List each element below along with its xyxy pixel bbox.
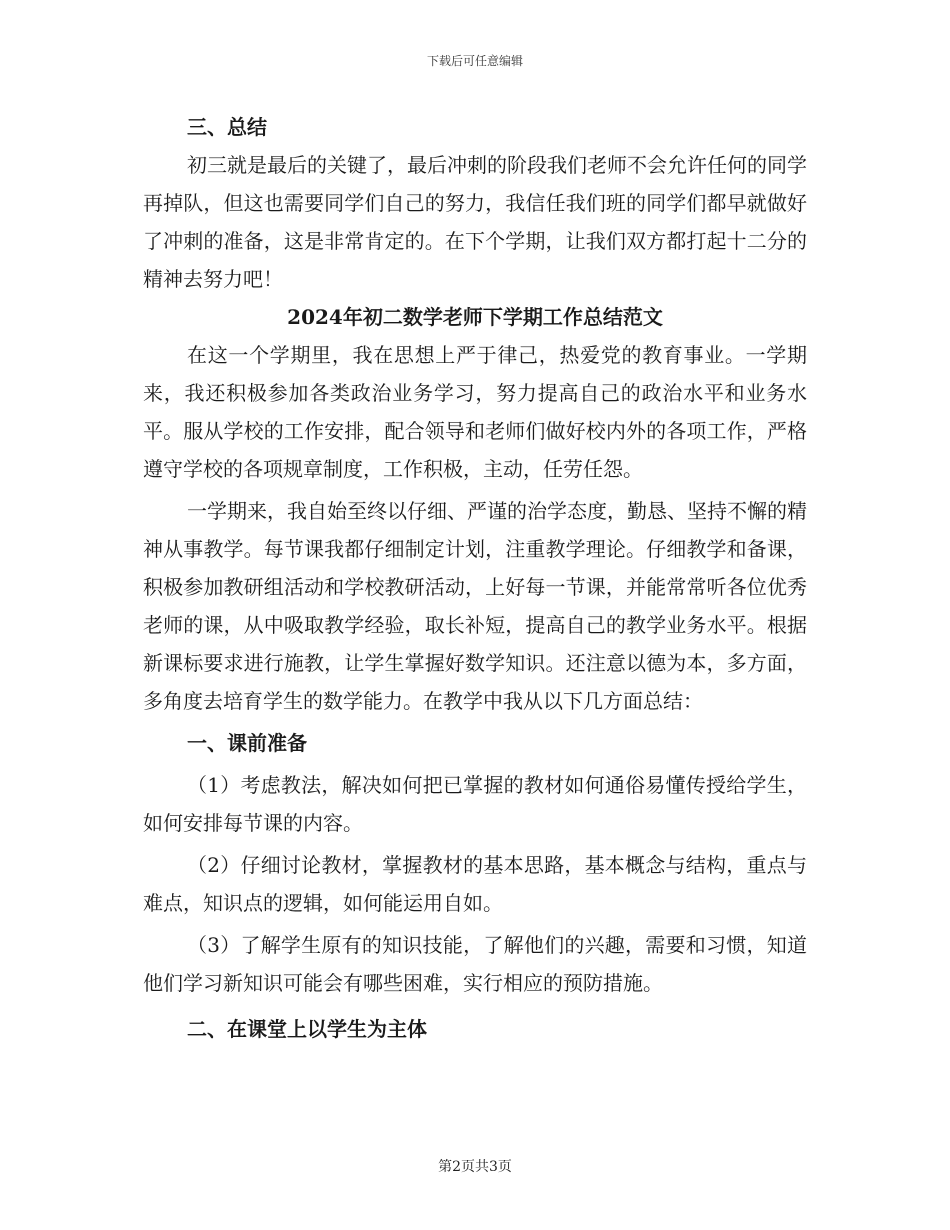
summary-paragraph: 初三就是最后的关键了，最后冲刺的阶段我们老师不会允许任何的同学再掉队，但这也需要同学们自己的努力，我信任我们班的同学们都早就做好了冲刺的准备，这是非常肯定的。在下个学期，让我们双方都打起十二分的精神去努力吧！ xyxy=(143,153,807,291)
section-heading-summary: 三、总结 xyxy=(187,115,267,139)
document-body xyxy=(143,108,807,1048)
preparation-item-2: （2）仔细讨论教材，掌握教材的基本思路，基本概念与结构，重点与难点，知识点的逻辑，如何能运用自如。 xyxy=(143,853,807,915)
intro-paragraph-2: 一学期来，我自始至终以仔细、严谨的治学态度，勤恳、坚持不懈的精神从事教学。每节课我都仔细制定计划，注重教学理论。仔细教学和备课，积极参加教研组活动和学校教研活动，上好每一节课，并能常常听各位优秀老师的课，从中吸取教学经验，取长补短，提高自己的教学业务水平。根据新课标要求进行施教，让学生掌握好数学知识。还注意以德为本，多方面，多角度去培育学生的数学能力。在教学中我从以下几方面总结： xyxy=(143,499,807,713)
intro-paragraph-1: 在这一个学期里，我在思想上严于律己，热爱党的教育事业。一学期来，我还积极参加各类政治业务学习，努力提高自己的政治水平和业务水平。服从学校的工作安排，配合领导和老师们做好校内外的各项工作，严格遵守学校的各项规章制度，工作积极，主动，任劳任怨。 xyxy=(143,343,807,481)
header-note: 下载后可任意编辑 xyxy=(426,54,523,68)
section-heading-preparation: 一、课前准备 xyxy=(187,731,307,755)
preparation-item-3: （3）了解学生原有的知识技能，了解他们的兴趣，需要和习惯，知道他们学习新知识可能会有哪些困难，实行相应的预防措施。 xyxy=(143,933,807,995)
page-number: 第2页共3页 xyxy=(438,1159,512,1175)
section-heading-classroom: 二、在课堂上以学生为主体 xyxy=(187,1017,427,1041)
document-title: 2024年初二数学老师下学期工作总结范文 xyxy=(287,305,663,329)
preparation-item-1: （1）考虑教法，解决如何把已掌握的教材如何通俗易懂传授给学生，如何安排每节课的内容。 xyxy=(143,773,807,835)
